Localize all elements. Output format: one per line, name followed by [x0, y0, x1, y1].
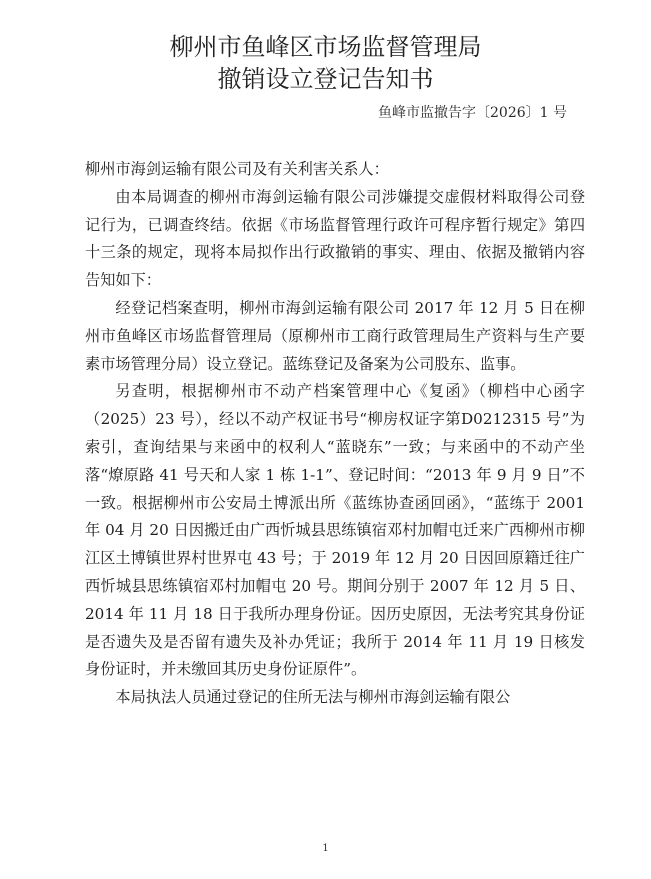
document-body: [85, 156, 585, 712]
salutation: 柳州市海剑运输有限公司及有关利害关系人：: [85, 160, 389, 178]
paragraph-further-findings: 另查明，根据柳州市不动产档案管理中心《复函》（柳档中心函字（2025）23 号），经以不动产权证书号“柳房权证字第D0212315 号”为索引，查询结果与来函中的权利人“蓝晓东”一致；与来函中的不动产坐落“燎原路 41 号天和人家 1 栋 1-1”、登记时间：“2013 年 9 月 9 日”不一致。根据柳州市公安局土博派出所《蓝练协查函回函》，“蓝练于 2001 年 04 月 20 日因搬迁由广西忻城县思练镇宿邓村加帽屯迁来广西柳州市柳江区土博镇世界村世界屯 43 号；于 2019 年 12 月 20 日因回原籍迁往广西忻城县思练镇宿邓村加帽屯 20 号。期间分别于 2007 年 12 月 5 日、2014 年 11 月 18 日于我所办理身份证。因历史原因，无法考究其身份证是否遗失及是否留有遗失及补办凭证；我所于 2014 年 11 月 19 日核发身份证时，并未缴回其历史身份证原件”。: [85, 382, 585, 679]
paragraph-investigation: 由本局调查的柳州市海剑运输有限公司涉嫌提交虚假材料取得公司登记行为，已调查终结。依据《市场监督管理行政许可程序暂行规定》第四十三条的规定，现将本局拟作出行政撤销的事实、理由、依据及撤销内容告知如下：: [85, 187, 585, 290]
paragraph-contact-attempt: 本局执法人员通过登记的住所无法与柳州市海剑运输有限公: [115, 688, 511, 707]
document-title-line2: 撤销设立登记告知书: [217, 65, 434, 93]
document-title-line1: 柳州市鱼峰区市场监督管理局: [169, 33, 482, 61]
page-number: 1: [322, 843, 329, 854]
document-number: 鱼峰市监撤告字〔2026〕1 号: [378, 105, 567, 121]
paragraph-registration-facts: 经登记档案查明，柳州市海剑运输有限公司 2017 年 12 月 5 日在柳州市鱼峰区市场监督管理局（原柳州市工商行政管理局生产资料与生产要素市场管理分局）设立登记。蓝练登记及备案为公司股东、监事。: [85, 298, 585, 373]
